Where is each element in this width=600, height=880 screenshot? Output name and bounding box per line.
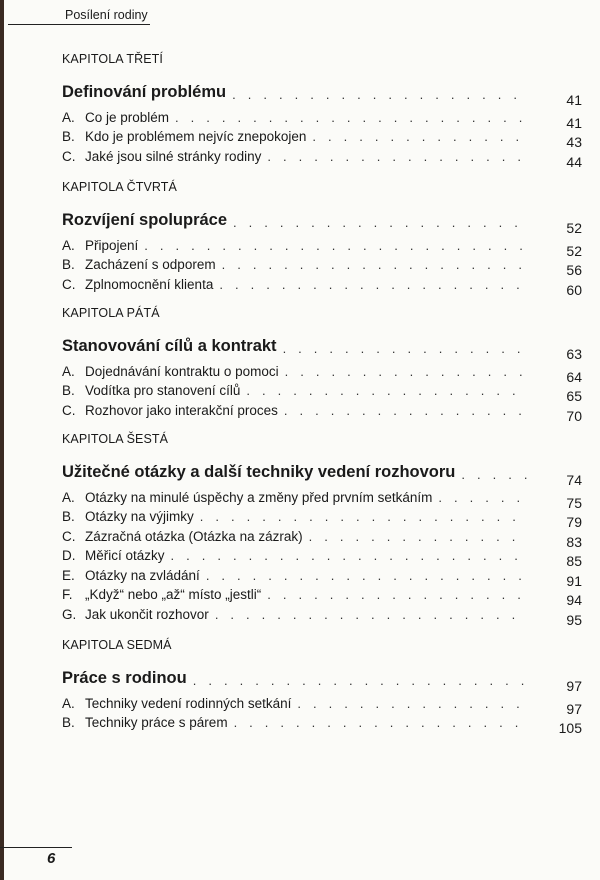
dot-leader	[171, 548, 528, 563]
entry-title: Rozhovor jako interakční proces	[85, 402, 278, 418]
entry-title: Jaké jsou silné stránky rodiny	[85, 148, 262, 164]
chapter-label: KAPITOLA SEDMÁ	[62, 638, 172, 652]
entry-letter: C.	[62, 402, 76, 418]
chapter-label: KAPITOLA TŘETÍ	[62, 52, 163, 66]
dot-leader	[219, 277, 528, 292]
toc-entry[interactable]	[62, 398, 582, 424]
toc-entry[interactable]	[62, 691, 582, 717]
dot-leader	[297, 696, 528, 711]
toc-entry[interactable]	[62, 524, 582, 550]
chapter-title-entry[interactable]	[62, 200, 582, 236]
entry-letter: B.	[62, 257, 75, 272]
dot-leader	[233, 215, 528, 230]
toc-entry[interactable]	[62, 272, 582, 298]
dot-leader	[175, 110, 528, 125]
chapter-page: 41	[566, 92, 582, 108]
entry-page: 43	[566, 134, 582, 150]
dot-leader	[309, 529, 528, 544]
chapter-page: 63	[566, 346, 582, 362]
dot-leader	[200, 509, 528, 524]
running-title: Posílení rodiny	[65, 8, 148, 22]
entry-page: 94	[566, 592, 582, 608]
entry-page: 97	[566, 700, 582, 717]
entry-page: 95	[566, 611, 582, 628]
entry-page: 83	[566, 533, 582, 550]
entry-title: Otázky na výjimky	[85, 509, 194, 524]
dot-leader	[232, 87, 528, 102]
chapter-title: Stanovování cílů a kontrakt	[62, 337, 277, 355]
entry-title: Vodítka pro stanovení cílů	[85, 383, 241, 398]
entry-page: 79	[566, 514, 582, 530]
entry-page: 85	[566, 553, 582, 569]
chapter-title: Definování problému	[62, 83, 227, 101]
chapter-section	[62, 638, 582, 736]
entry-page: 41	[566, 114, 582, 131]
entry-letter: G.	[62, 606, 77, 622]
toc-entry[interactable]	[62, 583, 582, 608]
entry-title: Otázky na minulé úspěchy a změny před prvním setkáním	[85, 489, 433, 505]
entry-title: Dojednávání kontraktu o pomoci	[85, 363, 279, 379]
entry-page: 60	[566, 281, 582, 298]
dot-leader	[215, 607, 528, 622]
dot-leader	[234, 715, 528, 730]
entry-title: Zplnomocnění klienta	[85, 276, 214, 292]
entry-page: 44	[566, 153, 582, 170]
dot-leader	[283, 341, 528, 356]
toc-entry[interactable]	[62, 544, 582, 569]
chapter-title-entry[interactable]	[62, 326, 582, 362]
entry-title: „Když“ nebo „až“ místo „jestli“	[85, 587, 262, 602]
entry-title: Měřicí otázky	[85, 548, 165, 563]
chapter-page: 52	[566, 220, 582, 236]
entry-title: Otázky na zvládání	[85, 567, 200, 583]
entry-letter: B.	[62, 129, 75, 144]
toc-entry[interactable]	[62, 253, 582, 278]
entry-letter: B.	[62, 383, 75, 398]
entry-letter: C.	[62, 148, 76, 164]
dot-leader	[144, 238, 528, 253]
toc-entry[interactable]	[62, 379, 582, 404]
dot-leader	[193, 673, 528, 688]
chapter-title-entry[interactable]	[62, 452, 582, 488]
entry-letter: B.	[62, 509, 75, 524]
dot-leader	[312, 129, 528, 144]
dot-leader	[438, 490, 528, 505]
toc-entry[interactable]	[62, 563, 582, 589]
chapter-title-entry[interactable]	[62, 72, 582, 108]
header-rule	[8, 24, 150, 25]
dot-leader	[206, 568, 528, 583]
entry-title: Zázračná otázka (Otázka na zázrak)	[85, 528, 303, 544]
dot-leader	[267, 587, 528, 602]
entry-letter: A.	[62, 237, 75, 253]
chapter-label: KAPITOLA ŠESTÁ	[62, 432, 169, 446]
chapter-title: Práce s rodinou	[62, 669, 187, 687]
entry-title: Co je problém	[85, 109, 170, 125]
entry-title: Zacházení s odporem	[85, 257, 216, 272]
toc-entry[interactable]	[62, 359, 582, 385]
entry-letter: A.	[62, 489, 75, 505]
page-number: 6	[47, 850, 56, 867]
chapter-section	[62, 52, 582, 170]
toc-entry[interactable]	[62, 125, 582, 150]
dot-leader	[246, 383, 528, 398]
entry-letter: F.	[62, 587, 73, 602]
entry-letter: C.	[62, 528, 76, 544]
scan-edge	[0, 0, 4, 880]
toc-entry[interactable]	[62, 105, 582, 131]
dot-leader	[285, 364, 528, 379]
entry-letter: D.	[62, 548, 76, 563]
entry-page: 91	[566, 572, 582, 589]
dot-leader	[461, 467, 528, 482]
entry-page: 56	[566, 262, 582, 278]
chapter-section	[62, 432, 582, 628]
entry-title: Kdo je problémem nejvíc znepokojen	[85, 129, 307, 144]
entry-page: 52	[566, 242, 582, 259]
chapter-section	[62, 306, 582, 424]
dot-leader	[222, 257, 528, 272]
entry-letter: E.	[62, 567, 75, 583]
chapter-label: KAPITOLA PÁTÁ	[62, 306, 160, 320]
chapter-section	[62, 180, 582, 298]
footer-rule	[0, 847, 72, 848]
chapter-page: 97	[566, 678, 582, 694]
entry-letter: A.	[62, 363, 75, 379]
entry-title: Techniky práce s párem	[85, 715, 228, 730]
toc-entry[interactable]	[62, 485, 582, 511]
entry-page: 70	[566, 407, 582, 424]
entry-title: Techniky vedení rodinných setkání	[85, 695, 292, 711]
toc-entry[interactable]	[62, 144, 582, 170]
entry-page: 75	[566, 494, 582, 511]
toc-entry[interactable]	[62, 711, 582, 736]
chapter-title: Rozvíjení spolupráce	[62, 211, 228, 229]
entry-letter: A.	[62, 695, 75, 711]
entry-page: 105	[558, 720, 582, 736]
dot-leader	[284, 403, 528, 418]
chapter-label: KAPITOLA ČTVRTÁ	[62, 180, 177, 194]
toc-entry[interactable]	[62, 233, 582, 259]
chapter-title: Užitečné otázky a další techniky vedení rozhovoru	[62, 463, 456, 481]
entry-page: 64	[566, 368, 582, 385]
entry-letter: B.	[62, 715, 75, 730]
toc-entry[interactable]	[62, 505, 582, 530]
entry-letter: C.	[62, 276, 76, 292]
entry-title: Jak ukončit rozhovor	[85, 606, 209, 622]
chapter-title-entry[interactable]	[62, 658, 582, 694]
toc-entry[interactable]	[62, 602, 582, 628]
dot-leader	[267, 149, 528, 164]
entry-letter: A.	[62, 109, 75, 125]
entry-title: Připojení	[85, 237, 139, 253]
chapter-page: 74	[566, 472, 582, 488]
entry-page: 65	[566, 388, 582, 404]
